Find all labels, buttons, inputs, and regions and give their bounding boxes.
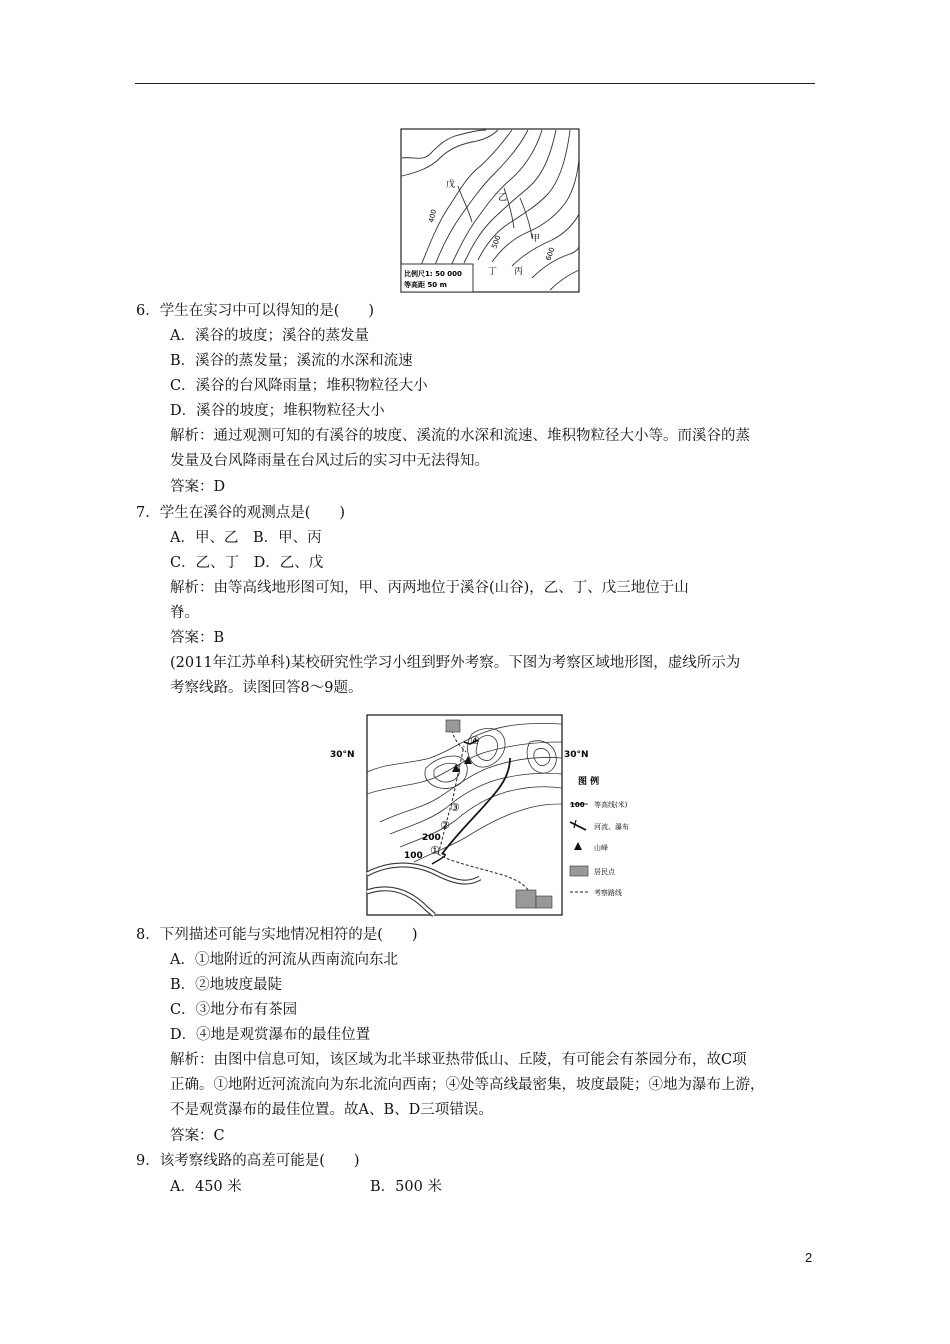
q7-options-row2: C．乙、丁 D．乙、戊 [170,555,324,571]
q8-stem: 8．下列描述可能与实地情况相符的是( ) [136,927,418,943]
contour-map-2 [330,712,630,917]
q6-option-c: C．溪谷的台风降雨量；堆积物粒径大小 [170,378,428,394]
q6-analysis-1: 解析：通过观测可知的有溪谷的坡度、溪流的水深和流速、堆积物粒径大小等。而溪谷的蒸 [170,428,750,444]
contour-label-400: 400 [427,208,439,224]
q8-analysis-1: 解析：由图中信息可知，该区域为北半球亚热带低山、丘陵，有可能会有茶园分布，故C项 [170,1052,747,1068]
point-1: ① [430,844,440,857]
q9-stem: 9．该考察线路的高差可能是( ) [136,1153,360,1169]
legend-title: 图 例 [578,777,600,787]
q7-analysis-2: 脊。 [170,605,199,621]
contour-map-1 [400,128,580,293]
q6-answer: 答案：D [170,479,226,495]
legend-route: 考察路线 [594,889,622,897]
q8-option-b: B．②地坡度最陡 [170,977,283,993]
label-bing: 丙 [514,267,524,277]
lat-label-left: 30°N [330,750,355,760]
intro-line-2: 考察线路。读图回答8～9题。 [170,680,363,696]
q9-option-a: A．450 米 [170,1179,242,1195]
legend-river: 河流、瀑布 [594,823,629,831]
header-rule [135,83,815,84]
q6-analysis-2: 发量及台风降雨量在台风过后的实习中无法得知。 [170,453,489,469]
q7-options-row1: A．甲、乙 B．甲、丙 [170,530,322,546]
label-yi: 乙 [498,193,508,203]
legend-contour-value: 100 [570,801,585,809]
q8-answer: 答案：C [170,1128,225,1144]
legend-peak: 山峰 [594,844,608,852]
legend-contour: 等高线(米) [594,801,628,809]
q7-analysis-1: 解析：由等高线地形图可知，甲、丙两地位于溪谷(山谷)，乙、丁、戊三地位于山 [170,580,689,596]
q9-option-b: B．500 米 [370,1179,442,1195]
label-wu: 戊 [446,180,456,190]
q7-stem: 7．学生在溪谷的观测点是( ) [136,505,346,521]
contour-label-200: 200 [422,833,441,843]
q6-option-a: A．溪谷的坡度；溪谷的蒸发量 [170,328,369,344]
point-4: ④ [470,734,480,747]
q6-stem: 6．学生在实习中可以得知的是( ) [136,303,375,319]
interval-label: 等高距 50 m [404,281,447,289]
label-ding: 丁 [488,267,498,277]
q8-analysis-2: 正确。①地附近河流流向为东北流向西南；④处等高线最密集，坡度最陡；④地为瀑布上游， [170,1077,765,1093]
contour-label-600: 600 [544,246,557,262]
contour-label-500: 500 [490,234,503,250]
q6-option-d: D．溪谷的坡度；堆积物粒径大小 [170,403,385,419]
q8-analysis-3: 不是观赏瀑布的最佳位置。故A、B、D三项错误。 [170,1102,493,1118]
page-number: 2 [805,1250,813,1265]
q8-option-c: C．③地分布有茶园 [170,1002,298,1018]
contour-label-100: 100 [404,851,423,861]
q8-option-a: A．①地附近的河流从西南流向东北 [170,952,398,968]
legend-peak-icon [574,842,582,850]
legend-settlement: 居民点 [594,868,615,876]
point-3: ③ [450,801,460,814]
label-jia: 甲 [531,234,541,244]
intro-line-1: (2011年江苏单科)某校研究性学习小组到野外考察。下图为考察区域地形图，虚线所示为 [170,655,741,671]
q6-option-b: B．溪谷的蒸发量；溪流的水深和流速 [170,353,413,369]
q7-answer: 答案：B [170,630,225,646]
point-2: ② [440,819,450,832]
q8-option-d: D．④地是观赏瀑布的最佳位置 [170,1027,371,1043]
scale-label: 比例尺1: 50 000 [404,270,462,278]
lat-label-right: 30°N [564,750,589,760]
